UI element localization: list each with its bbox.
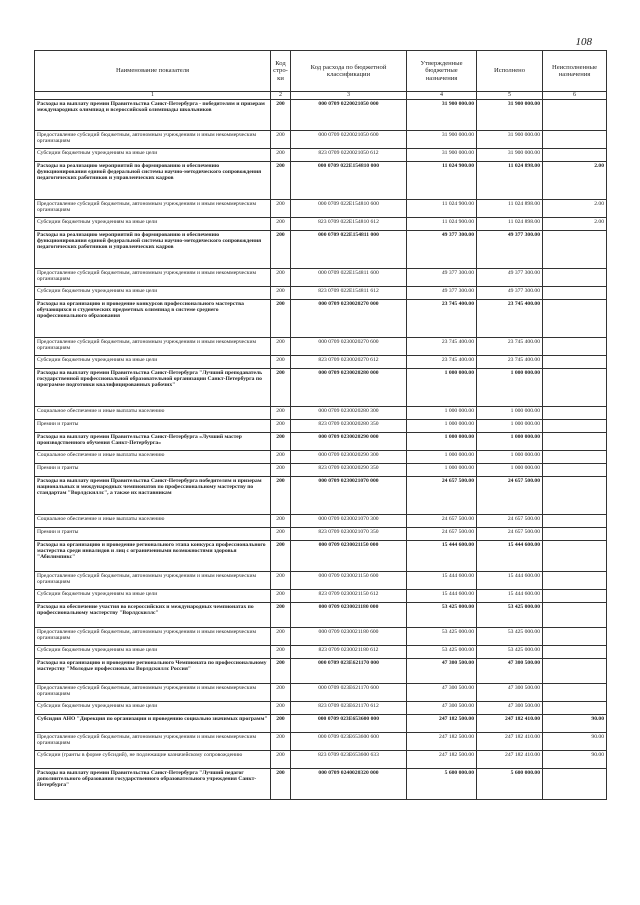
column-header-line-code: Код стро-ки bbox=[271, 51, 291, 92]
row-budget-code-cell: 823 0709 0230020270 612 bbox=[291, 356, 407, 369]
row-unexecuted-cell: 2.00 bbox=[543, 200, 607, 218]
table-row bbox=[35, 715, 607, 733]
row-approved-cell: 49 377 300.00 bbox=[407, 231, 477, 269]
row-approved-cell: 11 024 900.00 bbox=[407, 200, 477, 218]
row-name-cell: Социальное обеспечение и иные выплаты населению bbox=[35, 407, 271, 420]
row-executed-cell: 49 377 300.00 bbox=[477, 269, 543, 287]
table-row bbox=[35, 477, 607, 515]
row-budget-code-cell: 000 0709 0230020290 000 bbox=[291, 433, 407, 451]
row-line-code-cell: 200 bbox=[271, 218, 291, 231]
row-approved-cell: 31 900 000.00 bbox=[407, 149, 477, 162]
row-line-code-cell: 200 bbox=[271, 528, 291, 541]
row-budget-code-cell: 000 0709 0230021070 300 bbox=[291, 515, 407, 528]
row-approved-cell: 1 000 000.00 bbox=[407, 433, 477, 451]
row-name-cell: Социальное обеспечение и иные выплаты населению bbox=[35, 451, 271, 464]
row-unexecuted-cell bbox=[543, 769, 607, 800]
row-unexecuted-cell bbox=[543, 231, 607, 269]
row-executed-cell: 15 444 600.00 bbox=[477, 572, 543, 590]
row-unexecuted-cell bbox=[543, 702, 607, 715]
row-budget-code-cell: 000 0709 0230020280 000 bbox=[291, 369, 407, 407]
row-approved-cell: 49 377 300.00 bbox=[407, 269, 477, 287]
row-approved-cell: 15 444 600.00 bbox=[407, 541, 477, 572]
row-budget-code-cell: 823 0709 0230020290 350 bbox=[291, 464, 407, 477]
row-line-code-cell: 200 bbox=[271, 572, 291, 590]
row-budget-code-cell: 000 0709 022E154810 600 bbox=[291, 200, 407, 218]
row-executed-cell: 23 745 400.00 bbox=[477, 300, 543, 338]
row-line-code-cell: 200 bbox=[271, 590, 291, 603]
row-approved-cell: 1 000 000.00 bbox=[407, 464, 477, 477]
row-budget-code-cell: 823 0709 0220021050 612 bbox=[291, 149, 407, 162]
row-name-cell: Расходы на организацию и проведение регионального Чемпионата по профессиональному мастерству "Молодые профессионалы Ворлдскиллс Россия" bbox=[35, 659, 271, 684]
row-unexecuted-cell bbox=[543, 149, 607, 162]
row-approved-cell: 24 657 500.00 bbox=[407, 528, 477, 541]
row-name-cell: Расходы на организацию и проведение конкурсов профессионального мастерства обучающихся и студенческих предметных олимпиад в системе среднего профессионального образования bbox=[35, 300, 271, 338]
row-unexecuted-cell bbox=[543, 131, 607, 149]
table-row bbox=[35, 733, 607, 751]
row-executed-cell: 247 182 410.00 bbox=[477, 733, 543, 751]
row-line-code-cell: 200 bbox=[271, 287, 291, 300]
row-budget-code-cell: 000 0709 022E154811 000 bbox=[291, 231, 407, 269]
row-budget-code-cell: 823 0709 023E653600 633 bbox=[291, 751, 407, 769]
table-row bbox=[35, 269, 607, 287]
row-executed-cell: 1 000 000.00 bbox=[477, 433, 543, 451]
row-line-code-cell: 200 bbox=[271, 451, 291, 464]
table-row bbox=[35, 218, 607, 231]
row-name-cell: Субсидии бюджетным учреждениям на иные цели bbox=[35, 149, 271, 162]
table-row bbox=[35, 515, 607, 528]
row-name-cell: Расходы на организацию и проведение регионального этапа конкурса профессионального мастерства среди инвалидов и лиц с ограниченными возможностями здоровья "Абилимпикс" bbox=[35, 541, 271, 572]
table-row bbox=[35, 646, 607, 659]
table-row bbox=[35, 572, 607, 590]
row-budget-code-cell: 000 0709 0230021150 600 bbox=[291, 572, 407, 590]
row-name-cell: Социальное обеспечение и иные выплаты населению bbox=[35, 515, 271, 528]
row-name-cell: Предоставление субсидий бюджетным, автономным учреждениям и иным некоммерческим организациям bbox=[35, 200, 271, 218]
table-row bbox=[35, 659, 607, 684]
table-row bbox=[35, 541, 607, 572]
row-budget-code-cell: 000 0709 0240020320 000 bbox=[291, 769, 407, 800]
table-row bbox=[35, 590, 607, 603]
column-number-row bbox=[35, 92, 607, 100]
row-budget-code-cell: 000 0709 022E154811 600 bbox=[291, 269, 407, 287]
table-row bbox=[35, 407, 607, 420]
row-line-code-cell: 200 bbox=[271, 231, 291, 269]
row-line-code-cell: 200 bbox=[271, 131, 291, 149]
row-line-code-cell: 200 bbox=[271, 715, 291, 733]
table-row bbox=[35, 603, 607, 628]
row-name-cell: Расходы на выплату премии Правительства Санкт-Петербурга "Лучший преподаватель государственной профессиональной образовательной организации Санкт-Петербурга по программе подготовки квалифицированных рабочих" bbox=[35, 369, 271, 407]
row-executed-cell: 15 444 600.00 bbox=[477, 590, 543, 603]
row-line-code-cell: 200 bbox=[271, 751, 291, 769]
row-approved-cell: 15 444 600.00 bbox=[407, 572, 477, 590]
row-approved-cell: 247 182 500.00 bbox=[407, 733, 477, 751]
row-budget-code-cell: 000 0709 023E653600 000 bbox=[291, 715, 407, 733]
table-row bbox=[35, 149, 607, 162]
row-approved-cell: 24 657 500.00 bbox=[407, 477, 477, 515]
row-executed-cell: 5 600 000.00 bbox=[477, 769, 543, 800]
budget-execution-table bbox=[34, 50, 607, 800]
row-line-code-cell: 200 bbox=[271, 659, 291, 684]
page-number: 108 bbox=[575, 36, 592, 48]
row-name-cell: Расходы на реализацию мероприятий по формированию и обеспечению функционирования единой федеральной системы научно-методического сопровождения педагогических работников и управленческих кадров bbox=[35, 231, 271, 269]
row-line-code-cell: 200 bbox=[271, 269, 291, 287]
row-unexecuted-cell bbox=[543, 369, 607, 407]
row-approved-cell: 47 300 500.00 bbox=[407, 659, 477, 684]
row-name-cell: Предоставление субсидий бюджетным, автономным учреждениям и иным некоммерческим организациям bbox=[35, 572, 271, 590]
row-name-cell: Субсидии бюджетным учреждениям на иные цели bbox=[35, 356, 271, 369]
row-approved-cell: 49 377 300.00 bbox=[407, 287, 477, 300]
row-unexecuted-cell: 90.00 bbox=[543, 751, 607, 769]
row-unexecuted-cell bbox=[543, 684, 607, 702]
row-line-code-cell: 200 bbox=[271, 628, 291, 646]
row-executed-cell: 49 377 300.00 bbox=[477, 287, 543, 300]
row-unexecuted-cell bbox=[543, 603, 607, 628]
row-unexecuted-cell bbox=[543, 572, 607, 590]
row-approved-cell: 15 444 600.00 bbox=[407, 590, 477, 603]
row-line-code-cell: 200 bbox=[271, 100, 291, 131]
row-executed-cell: 31 900 000.00 bbox=[477, 149, 543, 162]
row-budget-code-cell: 823 0709 0230020280 350 bbox=[291, 420, 407, 433]
row-executed-cell: 11 024 898.00 bbox=[477, 200, 543, 218]
row-name-cell: Субсидии бюджетным учреждениям на иные цели bbox=[35, 702, 271, 715]
row-approved-cell: 53 425 000.00 bbox=[407, 628, 477, 646]
row-unexecuted-cell bbox=[543, 628, 607, 646]
table-row bbox=[35, 300, 607, 338]
row-budget-code-cell: 000 0709 0220021050 600 bbox=[291, 131, 407, 149]
table-row bbox=[35, 528, 607, 541]
row-approved-cell: 31 900 000.00 bbox=[407, 100, 477, 131]
row-executed-cell: 1 000 000.00 bbox=[477, 407, 543, 420]
row-name-cell: Субсидии бюджетным учреждениям на иные цели bbox=[35, 218, 271, 231]
row-line-code-cell: 200 bbox=[271, 515, 291, 528]
row-executed-cell: 53 425 000.00 bbox=[477, 646, 543, 659]
row-unexecuted-cell bbox=[543, 300, 607, 338]
row-unexecuted-cell bbox=[543, 659, 607, 684]
row-unexecuted-cell: 90.00 bbox=[543, 715, 607, 733]
row-budget-code-cell: 000 0709 0230021180 600 bbox=[291, 628, 407, 646]
row-line-code-cell: 200 bbox=[271, 369, 291, 407]
row-approved-cell: 47 300 500.00 bbox=[407, 684, 477, 702]
row-approved-cell: 1 000 000.00 bbox=[407, 369, 477, 407]
row-budget-code-cell: 823 0709 0230021180 612 bbox=[291, 646, 407, 659]
row-line-code-cell: 200 bbox=[271, 300, 291, 338]
row-executed-cell: 24 657 500.00 bbox=[477, 477, 543, 515]
row-name-cell: Расходы на выплату премии Правительства Санкт-Петербурга - победителям и призерам международных олимпиад и всероссийской олимпиады школьников bbox=[35, 100, 271, 131]
row-approved-cell: 23 745 400.00 bbox=[407, 300, 477, 338]
row-line-code-cell: 200 bbox=[271, 684, 291, 702]
row-executed-cell: 11 024 898.00 bbox=[477, 218, 543, 231]
row-unexecuted-cell bbox=[543, 433, 607, 451]
row-name-cell: Предоставление субсидий бюджетным, автономным учреждениям и иным некоммерческим организациям bbox=[35, 338, 271, 356]
row-executed-cell: 11 024 898.00 bbox=[477, 162, 543, 200]
table-row bbox=[35, 200, 607, 218]
row-approved-cell: 31 900 000.00 bbox=[407, 131, 477, 149]
row-approved-cell: 11 024 900.00 bbox=[407, 218, 477, 231]
table-row bbox=[35, 451, 607, 464]
row-budget-code-cell: 823 0709 022E154810 612 bbox=[291, 218, 407, 231]
row-executed-cell: 53 425 000.00 bbox=[477, 603, 543, 628]
row-unexecuted-cell: 90.00 bbox=[543, 733, 607, 751]
table-row bbox=[35, 100, 607, 131]
row-line-code-cell: 200 bbox=[271, 420, 291, 433]
table-row bbox=[35, 769, 607, 800]
row-budget-code-cell: 000 0709 023E621170 000 bbox=[291, 659, 407, 684]
row-name-cell: Субсидии бюджетным учреждениям на иные цели bbox=[35, 590, 271, 603]
row-budget-code-cell: 000 0709 0230020280 300 bbox=[291, 407, 407, 420]
row-name-cell: Предоставление субсидий бюджетным, автономным учреждениям и иным некоммерческим организациям bbox=[35, 733, 271, 751]
row-approved-cell: 5 600 000.00 bbox=[407, 769, 477, 800]
row-name-cell: Субсидия АНО "Дирекция по организации и проведению социально значимых программ" bbox=[35, 715, 271, 733]
row-name-cell: Расходы на реализацию мероприятий по формированию и обеспечению функционирования единой федеральной системы научно-методического сопровождения педагогических работников и управленческих кадров bbox=[35, 162, 271, 200]
row-unexecuted-cell bbox=[543, 477, 607, 515]
table-row bbox=[35, 369, 607, 407]
row-executed-cell: 15 444 600.00 bbox=[477, 541, 543, 572]
column-header-budget-code: Код расхода по бюджетной классификации bbox=[291, 51, 407, 92]
column-number: 5 bbox=[477, 92, 543, 100]
row-line-code-cell: 200 bbox=[271, 769, 291, 800]
row-line-code-cell: 200 bbox=[271, 541, 291, 572]
row-budget-code-cell: 000 0709 0220021050 000 bbox=[291, 100, 407, 131]
column-number: 1 bbox=[35, 92, 271, 100]
row-approved-cell: 247 182 500.00 bbox=[407, 751, 477, 769]
row-approved-cell: 1 000 000.00 bbox=[407, 407, 477, 420]
row-executed-cell: 1 000 000.00 bbox=[477, 369, 543, 407]
column-header-name: Наименование показателя bbox=[35, 51, 271, 92]
row-budget-code-cell: 000 0709 0230020270 600 bbox=[291, 338, 407, 356]
table-row bbox=[35, 131, 607, 149]
row-executed-cell: 23 745 400.00 bbox=[477, 338, 543, 356]
row-unexecuted-cell bbox=[543, 646, 607, 659]
row-budget-code-cell: 000 0709 0230020290 300 bbox=[291, 451, 407, 464]
row-line-code-cell: 200 bbox=[271, 646, 291, 659]
row-executed-cell: 24 657 500.00 bbox=[477, 528, 543, 541]
row-budget-code-cell: 823 0709 0230021070 350 bbox=[291, 528, 407, 541]
row-budget-code-cell: 823 0709 023E621170 612 bbox=[291, 702, 407, 715]
table-row bbox=[35, 162, 607, 200]
row-line-code-cell: 200 bbox=[271, 149, 291, 162]
row-name-cell: Предоставление субсидий бюджетным, автономным учреждениям и иным некоммерческим организациям bbox=[35, 628, 271, 646]
row-unexecuted-cell: 2.00 bbox=[543, 218, 607, 231]
table-row bbox=[35, 702, 607, 715]
row-executed-cell: 31 900 000.00 bbox=[477, 100, 543, 131]
row-line-code-cell: 200 bbox=[271, 702, 291, 715]
row-approved-cell: 47 300 500.00 bbox=[407, 702, 477, 715]
table-row bbox=[35, 433, 607, 451]
row-line-code-cell: 200 bbox=[271, 338, 291, 356]
row-approved-cell: 11 024 900.00 bbox=[407, 162, 477, 200]
row-budget-code-cell: 823 0709 022E154811 612 bbox=[291, 287, 407, 300]
table-row bbox=[35, 628, 607, 646]
table-row bbox=[35, 751, 607, 769]
column-number: 2 bbox=[271, 92, 291, 100]
row-unexecuted-cell bbox=[543, 515, 607, 528]
row-line-code-cell: 200 bbox=[271, 433, 291, 451]
row-executed-cell: 1 000 000.00 bbox=[477, 420, 543, 433]
row-name-cell: Субсидии бюджетным учреждениям на иные цели bbox=[35, 287, 271, 300]
row-executed-cell: 31 900 000.00 bbox=[477, 131, 543, 149]
row-executed-cell: 247 182 410.00 bbox=[477, 751, 543, 769]
row-executed-cell: 49 377 300.00 bbox=[477, 231, 543, 269]
row-executed-cell: 24 657 500.00 bbox=[477, 515, 543, 528]
column-number: 6 bbox=[543, 92, 607, 100]
table-row bbox=[35, 231, 607, 269]
row-budget-code-cell: 000 0709 0230021150 000 bbox=[291, 541, 407, 572]
column-header-unexecuted: Неисполненные назначения bbox=[543, 51, 607, 92]
row-budget-code-cell: 000 0709 0230020270 000 bbox=[291, 300, 407, 338]
row-approved-cell: 247 182 500.00 bbox=[407, 715, 477, 733]
row-budget-code-cell: 823 0709 0230021150 612 bbox=[291, 590, 407, 603]
row-approved-cell: 23 745 400.00 bbox=[407, 338, 477, 356]
row-line-code-cell: 200 bbox=[271, 356, 291, 369]
table-row bbox=[35, 356, 607, 369]
row-unexecuted-cell bbox=[543, 590, 607, 603]
row-name-cell: Расходы на обеспечение участия во всероссийских и международных чемпионатах по профессиональному мастерству "Ворлдскиллс" bbox=[35, 603, 271, 628]
row-line-code-cell: 200 bbox=[271, 162, 291, 200]
row-approved-cell: 53 425 000.00 bbox=[407, 603, 477, 628]
row-unexecuted-cell bbox=[543, 100, 607, 131]
table-row bbox=[35, 464, 607, 477]
table-row bbox=[35, 287, 607, 300]
row-unexecuted-cell bbox=[543, 356, 607, 369]
row-name-cell: Предоставление субсидий бюджетным, автономным учреждениям и иным некоммерческим организациям bbox=[35, 269, 271, 287]
row-unexecuted-cell bbox=[543, 407, 607, 420]
row-executed-cell: 53 425 000.00 bbox=[477, 628, 543, 646]
row-unexecuted-cell bbox=[543, 338, 607, 356]
column-header-approved: Утвержденные бюджетные назначения bbox=[407, 51, 477, 92]
row-executed-cell: 1 000 000.00 bbox=[477, 451, 543, 464]
row-name-cell: Субсидии (гранты в форме субсидий), не подлежащие казначейскому сопровождению bbox=[35, 751, 271, 769]
row-executed-cell: 1 000 000.00 bbox=[477, 464, 543, 477]
row-unexecuted-cell bbox=[543, 287, 607, 300]
row-unexecuted-cell bbox=[543, 528, 607, 541]
row-line-code-cell: 200 bbox=[271, 407, 291, 420]
row-unexecuted-cell: 2.00 bbox=[543, 162, 607, 200]
table-row bbox=[35, 338, 607, 356]
column-header-executed: Исполнено bbox=[477, 51, 543, 92]
table-row bbox=[35, 420, 607, 433]
row-name-cell: Премии и гранты bbox=[35, 528, 271, 541]
row-line-code-cell: 200 bbox=[271, 200, 291, 218]
row-approved-cell: 1 000 000.00 bbox=[407, 420, 477, 433]
table-header-row bbox=[35, 51, 607, 92]
row-line-code-cell: 200 bbox=[271, 477, 291, 515]
row-name-cell: Премии и гранты bbox=[35, 420, 271, 433]
row-name-cell: Расходы на выплату премии Правительства Санкт-Петербурга "Лучший педагог дополнительного образования государственного образовательного учреждения Санкт-Петербурга" bbox=[35, 769, 271, 800]
row-approved-cell: 1 000 000.00 bbox=[407, 451, 477, 464]
row-approved-cell: 24 657 500.00 bbox=[407, 515, 477, 528]
row-executed-cell: 23 745 400.00 bbox=[477, 356, 543, 369]
row-unexecuted-cell bbox=[543, 420, 607, 433]
row-budget-code-cell: 000 0709 0230021070 000 bbox=[291, 477, 407, 515]
row-name-cell: Премии и гранты bbox=[35, 464, 271, 477]
row-line-code-cell: 200 bbox=[271, 733, 291, 751]
table-row bbox=[35, 684, 607, 702]
row-unexecuted-cell bbox=[543, 464, 607, 477]
table-body bbox=[35, 100, 607, 800]
row-budget-code-cell: 000 0709 022E154810 000 bbox=[291, 162, 407, 200]
row-unexecuted-cell bbox=[543, 541, 607, 572]
row-budget-code-cell: 000 0709 023E653600 600 bbox=[291, 733, 407, 751]
row-unexecuted-cell bbox=[543, 451, 607, 464]
row-name-cell: Расходы на выплату премии Правительства Санкт-Петербурга победителям и призерам национальных и международных чемпионатов по профессиональному мастерству по стандартам "Ворлдскиллс", а также их наставникам bbox=[35, 477, 271, 515]
row-line-code-cell: 200 bbox=[271, 603, 291, 628]
row-name-cell: Предоставление субсидий бюджетным, автономным учреждениям и иным некоммерческим организациям bbox=[35, 684, 271, 702]
row-line-code-cell: 200 bbox=[271, 464, 291, 477]
row-executed-cell: 47 300 500.00 bbox=[477, 659, 543, 684]
row-approved-cell: 53 425 000.00 bbox=[407, 646, 477, 659]
row-budget-code-cell: 000 0709 0230021180 000 bbox=[291, 603, 407, 628]
row-unexecuted-cell bbox=[543, 269, 607, 287]
row-executed-cell: 47 300 500.00 bbox=[477, 684, 543, 702]
row-name-cell: Предоставление субсидий бюджетным, автономным учреждениям и иным некоммерческим организациям bbox=[35, 131, 271, 149]
row-executed-cell: 47 300 500.00 bbox=[477, 702, 543, 715]
row-name-cell: Расходы на выплату премии Правительства Санкт-Петербурга «Лучший мастер производственного обучения Санкт-Петербурга» bbox=[35, 433, 271, 451]
column-number: 4 bbox=[407, 92, 477, 100]
row-approved-cell: 23 745 400.00 bbox=[407, 356, 477, 369]
row-budget-code-cell: 000 0709 023E621170 600 bbox=[291, 684, 407, 702]
column-number: 3 bbox=[291, 92, 407, 100]
row-executed-cell: 247 182 410.00 bbox=[477, 715, 543, 733]
row-name-cell: Субсидии бюджетным учреждениям на иные цели bbox=[35, 646, 271, 659]
